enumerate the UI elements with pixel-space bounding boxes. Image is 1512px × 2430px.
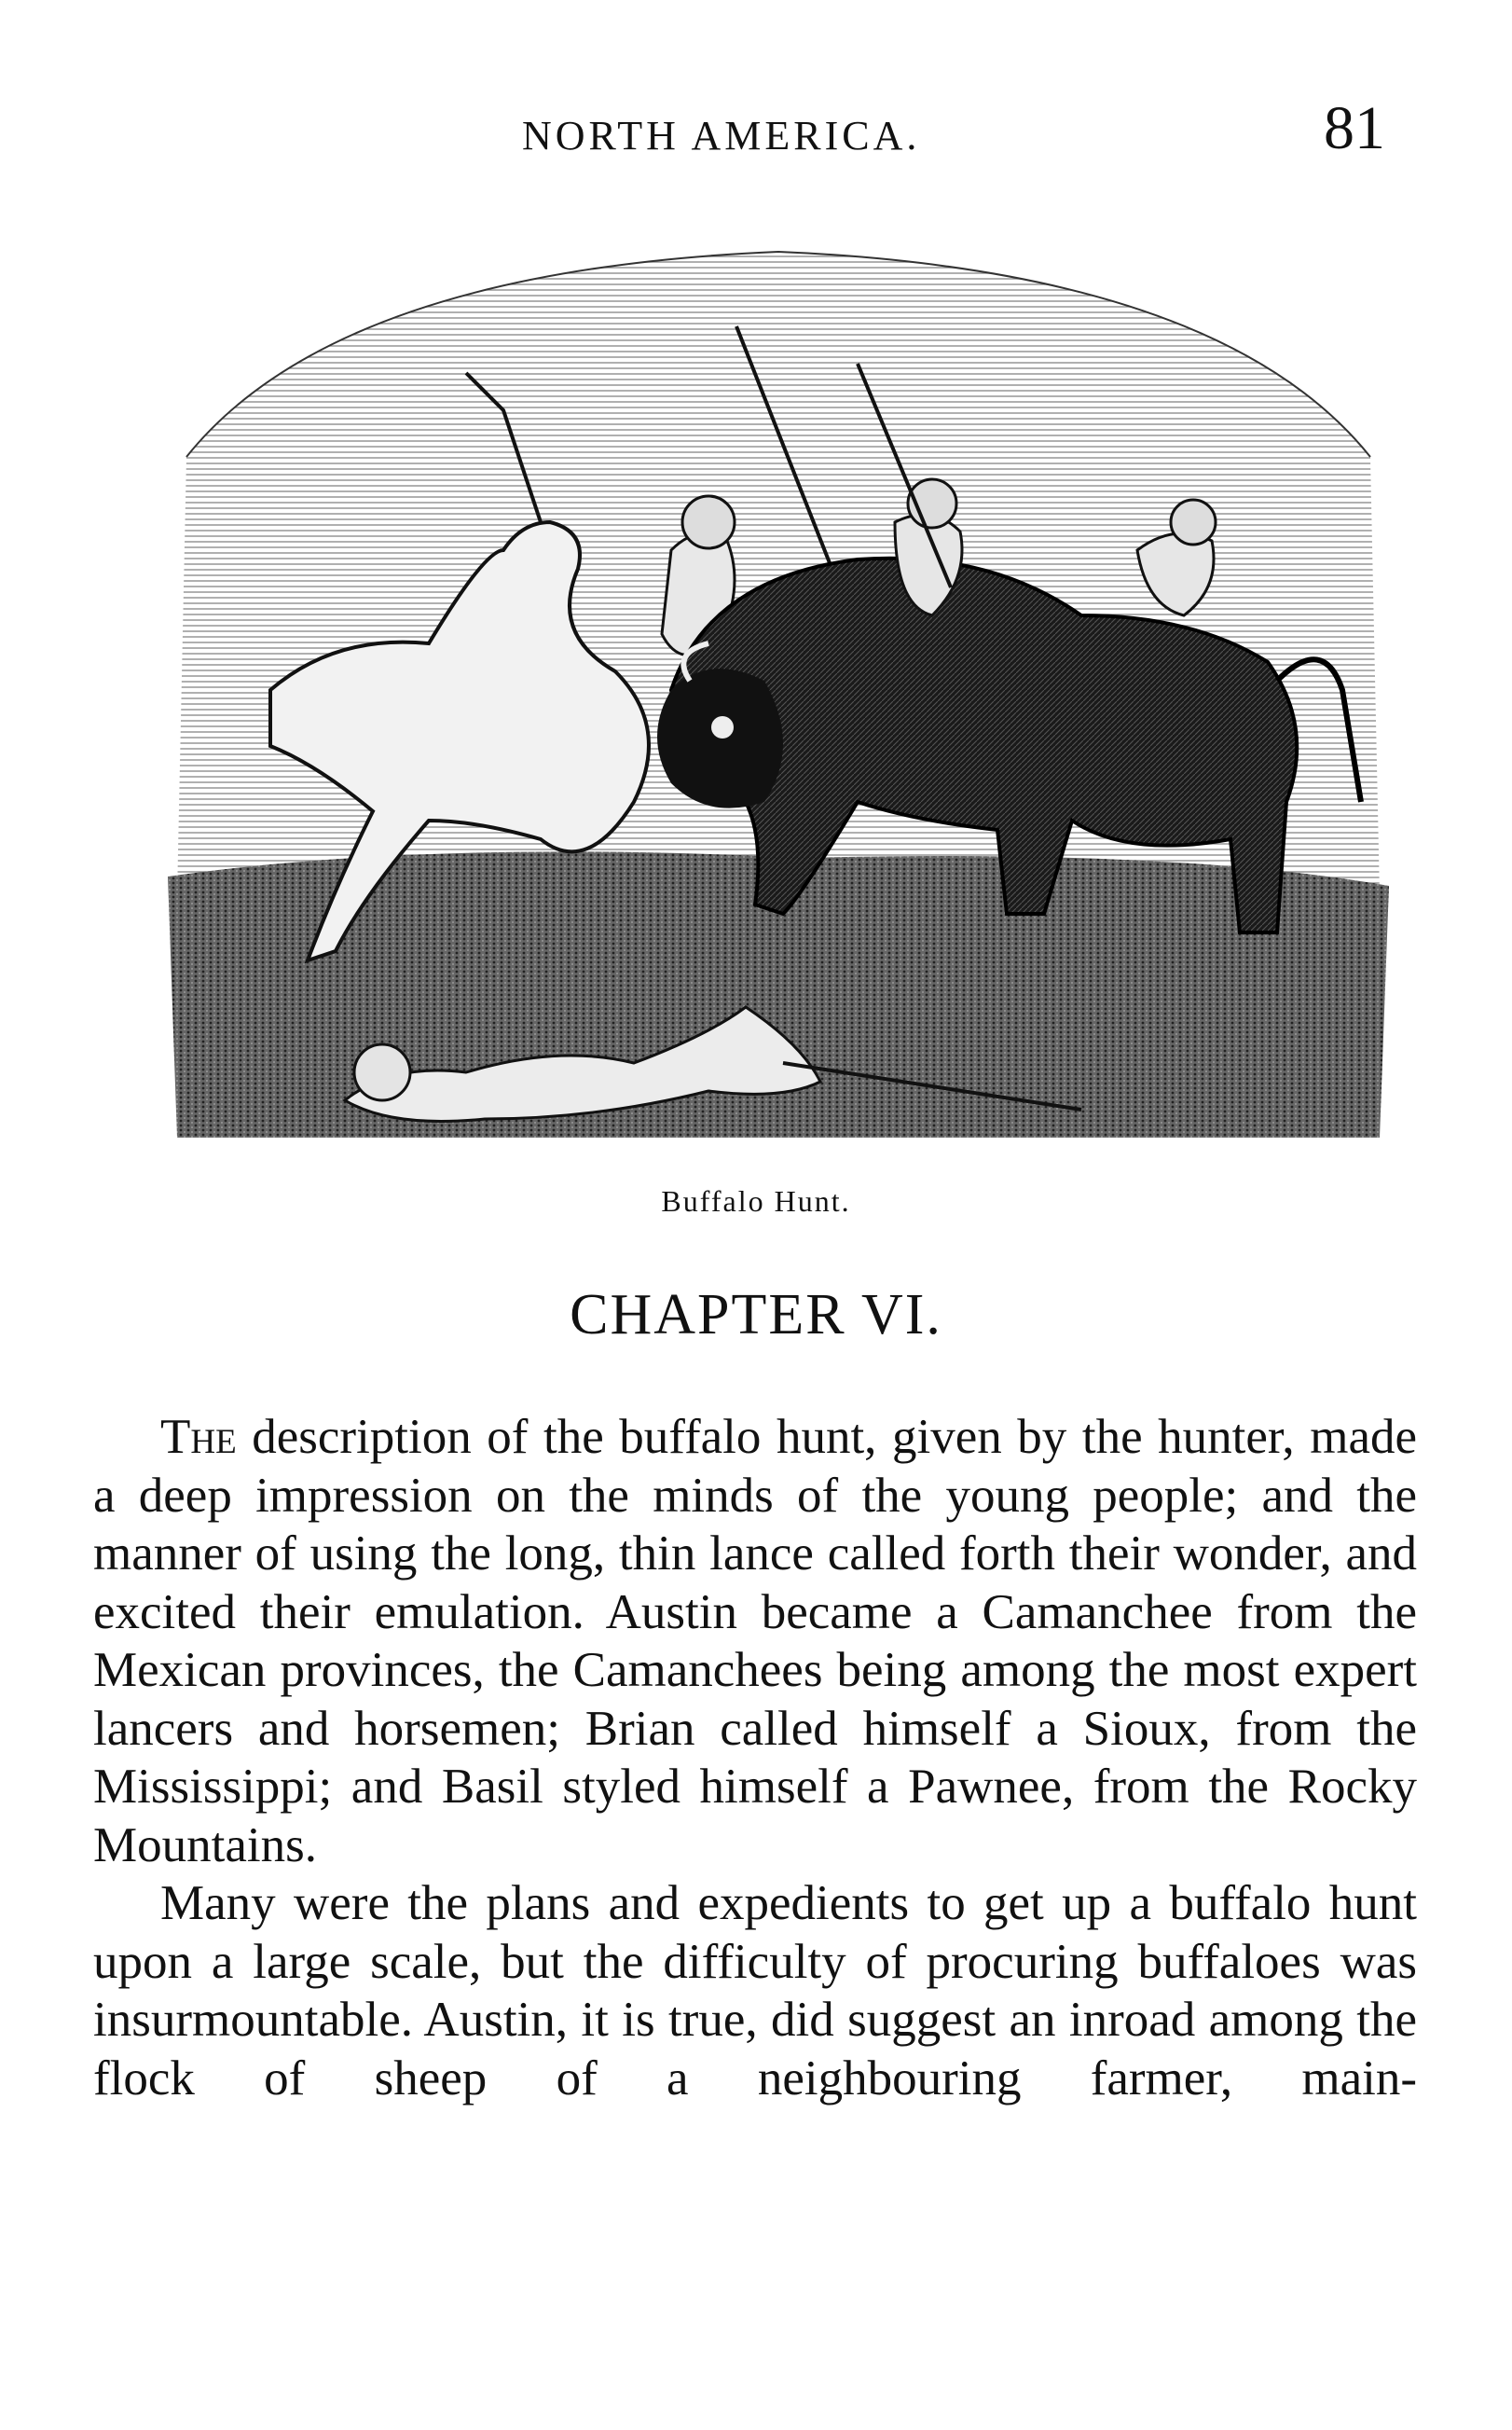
- body-text: [93, 1408, 1417, 2107]
- chapter-heading: CHAPTER VI.: [570, 1283, 942, 1346]
- paragraph-1: [93, 1408, 1417, 1874]
- paragraph-2-text: Many were the plans and expedients to get up a buffalo hunt upon a large scale, but the difficulty of procuring buffaloes was insurmountable. Austin, it is true, did suggest an inroad among the flock of sheep of a neighbouring farmer, main-: [93, 1876, 1417, 2106]
- paragraph-1-text: description of the buffalo hunt, given by the hunter, made a deep impression on the minds of the young people; and the manner of using the long, thin lance called forth their wonder, and excited their emulation. Austin became a Camanchee from the Mexican provinces, the Camanchees being among the most expert lancers and horsemen; Brian called himself a Sioux, from the Mississippi; and Basil styled himself a Pawnee, from the Rocky Mountains.: [93, 1410, 1417, 1872]
- buffalo-hunt-engraving: [149, 242, 1408, 1166]
- illustration-caption: Buffalo Hunt.: [661, 1184, 851, 1218]
- page-number: 81: [1324, 94, 1385, 162]
- running-head: [0, 93, 1512, 168]
- buffalo-hunt-icon: [149, 242, 1408, 1166]
- paragraph-2: [93, 1874, 1417, 2107]
- paragraph-1-lead: The: [160, 1410, 237, 1464]
- running-title: NORTH AMERICA.: [522, 113, 921, 159]
